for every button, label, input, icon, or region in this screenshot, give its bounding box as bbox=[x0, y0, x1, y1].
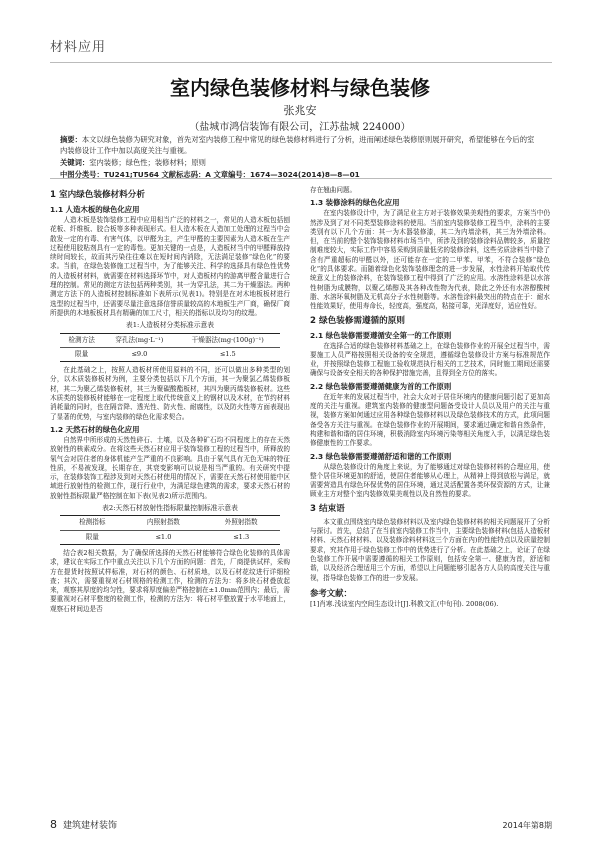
table-cell: 限量 bbox=[60, 530, 125, 544]
journal-name: 建筑建材装饰 bbox=[63, 821, 118, 831]
heading-1-3: 1.3 装修涂料的绿色化应用 bbox=[310, 198, 400, 208]
paragraph: 人造木板是装饰装修工程中应用相当广泛的材料之一，常见的人造木板包括刨花板、纤维板、胶合板等多种表现形式。但人造木板在人造加工处理的过程当中会散发一定的有毒、有害气体，以甲醛为主，产生甲醛的主要因素为人造木板在生产过程使用胶粘剂具有一定的毒性。更加关键的一点是，人造板材当中的甲醛释放持续时间较长，故而其污染往往难以在短时间内消除，无法满足装修“绿色化”的要求。当前，在绿色装修施工过程当中，为了能够关注、科学的选择具有绿色性优势的人造板材材料，就需要在材料选择环节中，对人造板材内的游离甲醛含量进行合理的控制。常见的测定方法包括两种类别，其一为穿孔法，其二为干燥器法。两种测定方法下的人造板材控制标准如下表所示(见表1)。特别是在对木地板板材进行选型的过程当中，还需要尽量注意选择信誉质量较高的木地板生产厂商，确保厂商所提供的木地板板材具有精确的加工尺寸，相关的指标以及均匀的纹理。 bbox=[50, 216, 290, 317]
right-column bbox=[310, 186, 550, 609]
heading-2-1: 2.1 绿色装修需要遵循安全第一的工作原则 bbox=[310, 330, 452, 340]
abstract-paragraph bbox=[60, 134, 540, 156]
heading-1: 1 室内绿色装修材料分析 bbox=[50, 190, 145, 200]
page-title: 室内绿色装修材料与绿色装修 bbox=[170, 76, 430, 100]
table-header-cell: 外照射指数 bbox=[202, 516, 280, 530]
issue-label: 2014年第8期 bbox=[502, 821, 552, 830]
affiliation: （盐城市鸿信装饰有限公司，江苏盐城 224000） bbox=[189, 122, 411, 133]
keywords-paragraph bbox=[60, 157, 540, 168]
heading-2-2: 2.2 绿色装修需要遵循健康为首的工作原则 bbox=[310, 381, 452, 391]
heading-1-1: 1.1 人造木板的绿色化应用 bbox=[50, 205, 140, 214]
paragraph: 结合表2相关数据，为了确保所选择的天然石材能够符合绿色化装修的具体需求，建议在实际工作中重点关注以下几个方面的问题：首先，厂商提供试样，采购方在提货时按照试样标准，对石材的颜色、石材质地，以及石材花纹进行详细检查；其次，需要重视对石材规格的检测工作，检测的方法为：将多块石材叠放起来，观察其厚度的均匀性，要求将厚度偏差严格控制在±1.0mm范围内；最后，需要重视对石材平整度的检测工作，检测的方法为：将石材平整放置于水平地面上，观察石材间边是否 bbox=[50, 548, 290, 613]
author: 张兆安 bbox=[283, 104, 317, 117]
table-cell: ≤1.3 bbox=[202, 530, 280, 544]
reference-item: [1]肖寒.浅谈室内空间生态设计[J].科教文汇(中旬刊). 2008(06). bbox=[310, 600, 499, 609]
paragraph: 在选择合适的绿色装修材料基础之上，在绿色装修作业的开展全过程当中，需要施工人员严格按照相关设备的安全规范，遵循绿色装修设计方案与标准规范作业，并按照绿色装修工程施工验收规范执行相关的工艺技术，同时施工期间还需要确保与设备安全相关的各种保护措施完善，且得到全方位的落实。 bbox=[310, 341, 550, 378]
paragraph: 本文重点围绕室内绿色装修材料以及室内绿色装修材料的相关问题展开了分析与探讨。首先，总结了在当前室内装修工作当中，主要绿色装修材料(包括人造板材材料、天然石材材料、以及装修涂料材料这三个方面在内)的性能特点以及质量控制要求，究其作用于绿色装修工作中的优势进行了分析。在此基础之上，论证了在绿色装修工作开展中需要遵循的相关工作原则，包括安全第一、健康为首，舒适和谐，以及经济合理适用三个方面，希望以上问题能够引起各方人员的高度关注与重视，指导绿色装修工作的进一步发展。 bbox=[310, 517, 550, 582]
table-header-cell: 穿孔法(mg·L⁻¹) bbox=[103, 333, 175, 347]
table-header-cell: 检测方法 bbox=[60, 333, 103, 347]
heading-1-2: 1.2 天然石材的绿色化应用 bbox=[50, 424, 140, 434]
abstract-label: 摘要： bbox=[60, 135, 82, 144]
paragraph: 存在翘曲问题。 bbox=[310, 186, 357, 194]
footer-left bbox=[50, 818, 117, 831]
abstract-rule bbox=[50, 178, 552, 179]
table-header-cell: 检测指标 bbox=[60, 516, 125, 530]
paragraph: 在近年来的发展过程当中，社会大众对于居住环境内的健康问题引起了更加高度的关注与重视。建筑室内装修的健康型问题备受设计人员以及用户的关注与重视，装修方案如何通过应用各种绿色装修材料以及绿色装修技术的方式，此项问题备受各方关注与重视。在绿色装修作业的开展期间，要求通过确定和谐自然条件，构建和谐和谐的居住环境，积极消除室内环境污染等相关角度入手，以满足绿色装修健康性的工作要求。 bbox=[310, 392, 550, 448]
table-cell: ≤1.0 bbox=[125, 530, 203, 544]
paragraph: 自然界中所形成的天然性碎石、土壤，以及各种矿石均不同程度上的存在天然放射性的核素成分。在将这些天然石材应用于装饰装修工程的过程当中，所释放的氡气会对居住者的身体机能产生严重的不良影响。具由于氡气具有无色无味的特征性质，不易被发现，长期存在，其衰变影响可以说是相当严重的。有关研究中提示，在装修装饰工程涉及到对天然石材使用的情况下，需要在天然石材使用能中区域进行放射性的检测工作，现行行业中，为满足绿色建筑的需求，要求天然石材的放射性指标限量严格控制在如下表(见表2)所示范围内。 bbox=[50, 435, 290, 500]
table-header-cell: 内照射指数 bbox=[125, 516, 203, 530]
paragraph: 从绿色装修设计的角度上来说，为了能够通过对绿色装修材料的合理应用，使整个居住环境更加的舒适，使居住者能够从心理上，从精神上得到放松与满足，就需要营造具有绿色环保优势的居住环境，通过灵活配置各类环保资源的方式，让兼顾业主方对整个室内装修效果美观性以及自然性的要求。 bbox=[310, 462, 550, 499]
paragraph: 在室内装修设计中，为了满足业主方对于装修效果美观性的要求，方案当中仍然涉及到了对不同类型装修涂料的使用。当前室内装修装修工程当中，涂料的主要类别有以下几个方面：其一为木器装修漆，其二为内墙涂料，其三为外墙涂料。但，在当前的整个装饰装修材料市场当中，所涉及到的装修涂料品牌较多，质量控制难度较大，实际工作中容易采购到质量低劣的装修涂料，这些劣质涂料当中除了含有严重超标的甲醛以外，还可能存在一定的二甲苯、甲苯，不符合装修“绿色化”的具体要求。而随着绿色化装饰装修理念的进一步发展，水性涂料开始取代传统意义上的装修涂料，在装饰装修工程中得到了广泛的应用。水溶性涂料是以水溶性树脂为成膜物，以聚乙烯醇及其各种改性物为代表，除此之外还有水溶醇酸树脂、水溶环氧树脂及无机高分子水性树脂等。水溶性涂料最突出的特点在于：耐水性能效果好，使用寿命长，轻度高，强度高，粘接可靠，光泽度好，适应性好。 bbox=[310, 209, 550, 311]
abstract-text: 本文以绿色装修为研究对象，首先对室内装修工程中常见的绿色装修材料进行了分析，进而阐述绿色装修原则展开研究，希望能够在今后的室内装修设计工作中加以高度关注与重视。 bbox=[60, 135, 535, 155]
page-number: 8 bbox=[50, 818, 57, 831]
heading-2-3: 2.3 绿色装修需要遵循舒适和谐的工作原则 bbox=[310, 451, 452, 461]
article-meta-text: 中图分类号：TU241;TU564 文献标志码：A 文章编号：1674—3024(2014)8—8—01 bbox=[60, 170, 360, 179]
table-header-cell: 干燥器法(mg·(100g)⁻¹) bbox=[175, 333, 280, 347]
table-cell: ≤9.0 bbox=[103, 347, 175, 361]
heading-3: 3 结束语 bbox=[310, 503, 345, 514]
table-1-caption: 表1:人造板材分类标准示意表 bbox=[125, 321, 215, 330]
heading-2: 2 绿色装修需遵循的原则 bbox=[310, 315, 405, 326]
table-2 bbox=[60, 515, 280, 545]
table-cell: ≤1.5 bbox=[175, 347, 280, 361]
paragraph: 在此基础之上，按照人造板材所使用原料的不同，还可以做出多种类型的划分，以木质装修板材为例，主要分类包括以下几个方面，其一为聚氯乙烯装修板材，其二为聚乙烯装修板材，其三为聚碳酸酯板材，其四为聚丙烯装修板材。这些木质类的装修板材能够在一定程度上取代传统意义上的钢材以及木材，在节约材料消耗量的同时，也在隔音降、透光性、防火性、耐腐性，以及防火性等方面表现出了显著的优势，与室内装修的绿色化需求契合。 bbox=[50, 366, 290, 421]
section-label: 材料应用 bbox=[50, 40, 107, 55]
abstract-block bbox=[60, 134, 540, 181]
references-title: 参考文献： bbox=[310, 587, 352, 598]
table-cell: 限量 bbox=[60, 347, 103, 361]
header-rule bbox=[50, 62, 552, 63]
keywords-text: 室内装修；绿色性；装修材料；原则 bbox=[89, 158, 206, 167]
table-2-caption: 表2:天然石材放射性指标限量控制标准示意表 bbox=[102, 504, 238, 513]
table-1 bbox=[60, 333, 280, 363]
left-column bbox=[50, 186, 290, 615]
keywords-label: 关键词： bbox=[60, 158, 90, 167]
